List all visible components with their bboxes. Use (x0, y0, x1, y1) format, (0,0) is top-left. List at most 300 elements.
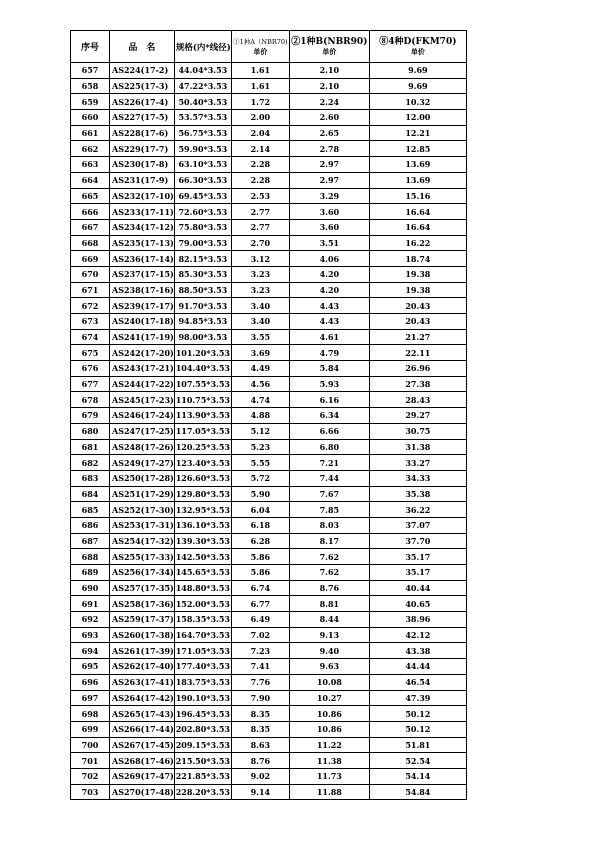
price-nbr70-cell: 8.35 (231, 721, 289, 737)
price-fkm70-cell: 50.12 (369, 706, 466, 722)
price-fkm70-cell: 10.32 (369, 94, 466, 110)
product-name-cell: AS234(17-12) (110, 219, 175, 235)
price-fkm70-cell: 16.22 (369, 235, 466, 251)
price-table (70, 30, 467, 800)
price-nbr70-cell: 2.70 (231, 235, 289, 251)
product-name-cell: AS267(17-45) (110, 737, 175, 753)
table-row (71, 235, 467, 251)
price-nbr90-cell: 11.88 (289, 784, 369, 800)
price-nbr90-cell: 2.10 (289, 78, 369, 94)
price-nbr90-cell: 10.86 (289, 721, 369, 737)
table-row (71, 251, 467, 267)
table-row (71, 392, 467, 408)
price-nbr90-cell: 7.62 (289, 549, 369, 565)
serial-no-cell: 667 (71, 219, 110, 235)
table-row (71, 768, 467, 784)
specification-cell: 107.55*3.53 (174, 376, 231, 392)
price-nbr90-cell: 7.67 (289, 486, 369, 502)
table-row (71, 517, 467, 533)
table-row (71, 784, 467, 800)
table-row (71, 266, 467, 282)
price-fkm70-cell: 44.44 (369, 659, 466, 675)
price-fkm70-cell: 34.33 (369, 470, 466, 486)
serial-no-cell: 697 (71, 690, 110, 706)
price-fkm70-cell: 12.00 (369, 110, 466, 126)
specification-cell: 53.57*3.53 (174, 110, 231, 126)
serial-no-cell: 678 (71, 392, 110, 408)
price-nbr90-cell: 7.85 (289, 502, 369, 518)
table-row (71, 423, 467, 439)
specification-cell: 164.70*3.53 (174, 627, 231, 643)
price-fkm70-cell: 9.69 (369, 78, 466, 94)
specification-cell: 126.60*3.53 (174, 470, 231, 486)
price-fkm70-cell: 37.07 (369, 517, 466, 533)
price-nbr70-cell: 9.02 (231, 768, 289, 784)
price-nbr70-cell: 4.88 (231, 408, 289, 424)
price-fkm70-cell: 42.12 (369, 627, 466, 643)
price-nbr70-cell: 6.04 (231, 502, 289, 518)
price-nbr90-cell: 6.34 (289, 408, 369, 424)
product-name-cell: AS250(17-28) (110, 470, 175, 486)
serial-no-cell: 683 (71, 470, 110, 486)
specification-cell: 88.50*3.53 (174, 282, 231, 298)
price-nbr90-cell: 2.97 (289, 157, 369, 173)
specification-cell: 202.80*3.53 (174, 721, 231, 737)
table-row (71, 580, 467, 596)
table-row (71, 596, 467, 612)
serial-no-cell: 684 (71, 486, 110, 502)
specification-cell: 47.22*3.53 (174, 78, 231, 94)
specification-cell: 94.85*3.53 (174, 314, 231, 330)
table-row (71, 63, 467, 79)
specification-cell: 158.35*3.53 (174, 612, 231, 628)
price-nbr90-cell: 6.16 (289, 392, 369, 408)
product-name-cell: AS228(17-6) (110, 125, 175, 141)
serial-no-cell: 690 (71, 580, 110, 596)
product-name-cell: AS225(17-3) (110, 78, 175, 94)
specification-cell: 98.00*3.53 (174, 329, 231, 345)
table-row (71, 455, 467, 471)
specification-cell: 66.30*3.53 (174, 172, 231, 188)
product-name-cell: AS248(17-26) (110, 439, 175, 455)
price-nbr70-cell: 2.53 (231, 188, 289, 204)
product-name-cell: AS237(17-15) (110, 266, 175, 282)
price-nbr70-cell: 2.77 (231, 219, 289, 235)
specification-cell: 101.20*3.53 (174, 345, 231, 361)
price-fkm70-cell: 51.81 (369, 737, 466, 753)
price-nbr70-cell: 5.86 (231, 565, 289, 581)
serial-no-cell: 669 (71, 251, 110, 267)
product-name-cell: AS264(17-42) (110, 690, 175, 706)
product-name-cell: AS270(17-48) (110, 784, 175, 800)
product-name-cell: AS260(17-38) (110, 627, 175, 643)
specification-cell: 215.50*3.53 (174, 753, 231, 769)
price-fkm70-cell: 28.43 (369, 392, 466, 408)
price-nbr90-cell: 2.10 (289, 63, 369, 79)
serial-no-cell: 664 (71, 172, 110, 188)
price-nbr70-cell: 3.40 (231, 314, 289, 330)
serial-no-cell: 659 (71, 94, 110, 110)
price-nbr90-cell: 7.62 (289, 565, 369, 581)
product-name-cell: AS251(17-29) (110, 486, 175, 502)
table-row (71, 157, 467, 173)
table-row (71, 329, 467, 345)
product-name-cell: AS249(17-27) (110, 455, 175, 471)
specification-cell: 69.45*3.53 (174, 188, 231, 204)
price-fkm70-cell: 47.39 (369, 690, 466, 706)
specification-cell: 72.60*3.53 (174, 204, 231, 220)
product-name-cell: AS259(17-37) (110, 612, 175, 628)
price-nbr90-cell: 10.08 (289, 674, 369, 690)
serial-no-cell: 671 (71, 282, 110, 298)
serial-no-cell: 699 (71, 721, 110, 737)
product-name-cell: AS230(17-8) (110, 157, 175, 173)
serial-no-cell: 663 (71, 157, 110, 173)
price-fkm70-cell: 40.65 (369, 596, 466, 612)
product-name-cell: AS256(17-34) (110, 565, 175, 581)
specification-cell: 113.90*3.53 (174, 408, 231, 424)
price-nbr90-cell: 8.17 (289, 533, 369, 549)
serial-no-cell: 658 (71, 78, 110, 94)
product-name-cell: AS262(17-40) (110, 659, 175, 675)
product-name-cell: AS253(17-31) (110, 517, 175, 533)
price-nbr90-cell: 9.63 (289, 659, 369, 675)
header-product-name: 品 名 (110, 31, 175, 63)
price-nbr90-cell: 4.43 (289, 298, 369, 314)
product-name-cell: AS252(17-30) (110, 502, 175, 518)
price-nbr70-cell: 4.74 (231, 392, 289, 408)
table-row (71, 345, 467, 361)
serial-no-cell: 703 (71, 784, 110, 800)
price-nbr90-cell: 11.73 (289, 768, 369, 784)
price-fkm70-cell: 37.70 (369, 533, 466, 549)
product-name-cell: AS269(17-47) (110, 768, 175, 784)
specification-cell: 136.10*3.53 (174, 517, 231, 533)
price-nbr70-cell: 2.14 (231, 141, 289, 157)
serial-no-cell: 686 (71, 517, 110, 533)
price-nbr90-cell: 9.40 (289, 643, 369, 659)
price-nbr90-cell: 6.80 (289, 439, 369, 455)
product-name-cell: AS236(17-14) (110, 251, 175, 267)
serial-no-cell: 672 (71, 298, 110, 314)
price-nbr90-cell: 10.27 (289, 690, 369, 706)
table-row (71, 439, 467, 455)
price-fkm70-cell: 19.38 (369, 282, 466, 298)
price-fkm70-cell: 35.17 (369, 565, 466, 581)
specification-cell: 129.80*3.53 (174, 486, 231, 502)
price-nbr70-cell: 7.41 (231, 659, 289, 675)
price-fkm70-cell: 26.96 (369, 361, 466, 377)
product-name-cell: AS268(17-46) (110, 753, 175, 769)
price-nbr70-cell: 8.63 (231, 737, 289, 753)
product-name-cell: AS255(17-33) (110, 549, 175, 565)
price-nbr70-cell: 5.90 (231, 486, 289, 502)
specification-cell: 56.75*3.53 (174, 125, 231, 141)
price-nbr70-cell: 2.28 (231, 172, 289, 188)
specification-cell: 44.04*3.53 (174, 63, 231, 79)
price-nbr90-cell: 6.66 (289, 423, 369, 439)
serial-no-cell: 676 (71, 361, 110, 377)
serial-no-cell: 665 (71, 188, 110, 204)
price-nbr90-cell: 7.21 (289, 455, 369, 471)
specification-cell: 190.10*3.53 (174, 690, 231, 706)
specification-cell: 50.40*3.53 (174, 94, 231, 110)
price-nbr70-cell: 2.28 (231, 157, 289, 173)
price-nbr70-cell: 3.23 (231, 266, 289, 282)
price-nbr70-cell: 5.72 (231, 470, 289, 486)
price-fkm70-cell: 36.22 (369, 502, 466, 518)
serial-no-cell: 679 (71, 408, 110, 424)
serial-no-cell: 675 (71, 345, 110, 361)
price-fkm70-cell: 27.38 (369, 376, 466, 392)
product-name-cell: AS244(17-22) (110, 376, 175, 392)
serial-no-cell: 693 (71, 627, 110, 643)
serial-no-cell: 657 (71, 63, 110, 79)
header-price-fkm70 (369, 31, 466, 63)
price-nbr90-cell: 4.06 (289, 251, 369, 267)
product-name-cell: AS242(17-20) (110, 345, 175, 361)
price-fkm70-cell: 33.27 (369, 455, 466, 471)
header-specification: 规格(内*线径) (174, 31, 231, 63)
price-fkm70-cell: 31.38 (369, 439, 466, 455)
specification-cell: 123.40*3.53 (174, 455, 231, 471)
price-nbr70-cell: 5.12 (231, 423, 289, 439)
price-nbr70-cell: 6.49 (231, 612, 289, 628)
price-fkm70-cell: 16.64 (369, 219, 466, 235)
specification-cell: 85.30*3.53 (174, 266, 231, 282)
table-row (71, 627, 467, 643)
table-row (71, 643, 467, 659)
header-price-nbr90-title: ②1种B(NBR90) (291, 36, 368, 47)
table-row (71, 565, 467, 581)
price-nbr90-cell: 8.81 (289, 596, 369, 612)
price-nbr70-cell: 1.72 (231, 94, 289, 110)
price-fkm70-cell: 21.27 (369, 329, 466, 345)
header-serial-no: 序号 (71, 31, 110, 63)
serial-no-cell: 682 (71, 455, 110, 471)
price-fkm70-cell: 22.11 (369, 345, 466, 361)
serial-no-cell: 685 (71, 502, 110, 518)
table-row (71, 470, 467, 486)
table-row (71, 674, 467, 690)
specification-cell: 221.85*3.53 (174, 768, 231, 784)
specification-cell: 183.75*3.53 (174, 674, 231, 690)
price-nbr90-cell: 8.76 (289, 580, 369, 596)
price-fkm70-cell: 20.43 (369, 298, 466, 314)
serial-no-cell: 691 (71, 596, 110, 612)
price-nbr90-cell: 3.51 (289, 235, 369, 251)
price-fkm70-cell: 52.54 (369, 753, 466, 769)
specification-cell: 91.70*3.53 (174, 298, 231, 314)
serial-no-cell: 695 (71, 659, 110, 675)
price-nbr70-cell: 3.40 (231, 298, 289, 314)
serial-no-cell: 694 (71, 643, 110, 659)
table-row (71, 204, 467, 220)
header-price-nbr70-unit: 单价 (253, 46, 268, 56)
specification-cell: 152.00*3.53 (174, 596, 231, 612)
serial-no-cell: 677 (71, 376, 110, 392)
product-name-cell: AS266(17-44) (110, 721, 175, 737)
serial-no-cell: 660 (71, 110, 110, 126)
serial-no-cell: 701 (71, 753, 110, 769)
product-name-cell: AS226(17-4) (110, 94, 175, 110)
table-row (71, 376, 467, 392)
serial-no-cell: 668 (71, 235, 110, 251)
price-nbr70-cell: 6.77 (231, 596, 289, 612)
price-fkm70-cell: 35.38 (369, 486, 466, 502)
specification-cell: 82.15*3.53 (174, 251, 231, 267)
price-fkm70-cell: 38.96 (369, 612, 466, 628)
price-fkm70-cell: 18.74 (369, 251, 466, 267)
product-name-cell: AS231(17-9) (110, 172, 175, 188)
specification-cell: 177.40*3.53 (174, 659, 231, 675)
price-nbr90-cell: 4.20 (289, 282, 369, 298)
price-nbr70-cell: 2.00 (231, 110, 289, 126)
product-name-cell: AS240(17-18) (110, 314, 175, 330)
header-row (71, 31, 467, 63)
price-nbr70-cell: 2.04 (231, 125, 289, 141)
serial-no-cell: 688 (71, 549, 110, 565)
price-nbr70-cell: 8.76 (231, 753, 289, 769)
price-nbr90-cell: 11.22 (289, 737, 369, 753)
price-nbr90-cell: 9.13 (289, 627, 369, 643)
header-price-nbr70-title: ①1种A（NBR70) (233, 37, 288, 46)
price-fkm70-cell: 15.16 (369, 188, 466, 204)
price-nbr70-cell: 7.90 (231, 690, 289, 706)
table-row (71, 78, 467, 94)
price-nbr70-cell: 7.23 (231, 643, 289, 659)
price-nbr90-cell: 4.79 (289, 345, 369, 361)
price-fkm70-cell: 13.69 (369, 172, 466, 188)
product-name-cell: AS246(17-24) (110, 408, 175, 424)
price-fkm70-cell: 13.69 (369, 157, 466, 173)
price-fkm70-cell: 54.84 (369, 784, 466, 800)
specification-cell: 75.80*3.53 (174, 219, 231, 235)
table-row (71, 361, 467, 377)
price-nbr90-cell: 8.44 (289, 612, 369, 628)
header-price-nbr90-unit: 单价 (322, 46, 337, 56)
product-name-cell: AS227(17-5) (110, 110, 175, 126)
price-nbr90-cell: 3.29 (289, 188, 369, 204)
table-row (71, 298, 467, 314)
specification-cell: 148.80*3.53 (174, 580, 231, 596)
price-nbr70-cell: 3.69 (231, 345, 289, 361)
price-nbr90-cell: 5.93 (289, 376, 369, 392)
price-nbr70-cell: 7.76 (231, 674, 289, 690)
price-nbr90-cell: 8.03 (289, 517, 369, 533)
table-row (71, 549, 467, 565)
table-row (71, 690, 467, 706)
price-nbr90-cell: 7.44 (289, 470, 369, 486)
serial-no-cell: 687 (71, 533, 110, 549)
price-fkm70-cell: 43.38 (369, 643, 466, 659)
price-fkm70-cell: 29.27 (369, 408, 466, 424)
serial-no-cell: 698 (71, 706, 110, 722)
table-body (71, 63, 467, 800)
table-row (71, 502, 467, 518)
price-nbr70-cell: 6.18 (231, 517, 289, 533)
table-row (71, 110, 467, 126)
specification-cell: 63.10*3.53 (174, 157, 231, 173)
table-row (71, 141, 467, 157)
product-name-cell: AS233(17-11) (110, 204, 175, 220)
serial-no-cell: 673 (71, 314, 110, 330)
table-row (71, 408, 467, 424)
price-nbr90-cell: 2.78 (289, 141, 369, 157)
price-nbr90-cell: 4.43 (289, 314, 369, 330)
specification-cell: 104.40*3.53 (174, 361, 231, 377)
serial-no-cell: 661 (71, 125, 110, 141)
table-row (71, 188, 467, 204)
serial-no-cell: 702 (71, 768, 110, 784)
price-fkm70-cell: 30.75 (369, 423, 466, 439)
product-name-cell: AS265(17-43) (110, 706, 175, 722)
price-fkm70-cell: 12.21 (369, 125, 466, 141)
price-nbr70-cell: 7.02 (231, 627, 289, 643)
table-row (71, 612, 467, 628)
table-row (71, 659, 467, 675)
price-fkm70-cell: 50.12 (369, 721, 466, 737)
table-row (71, 94, 467, 110)
product-name-cell: AS263(17-41) (110, 674, 175, 690)
price-nbr90-cell: 10.86 (289, 706, 369, 722)
table-row (71, 172, 467, 188)
serial-no-cell: 689 (71, 565, 110, 581)
product-name-cell: AS238(17-16) (110, 282, 175, 298)
product-name-cell: AS229(17-7) (110, 141, 175, 157)
specification-cell: 196.45*3.53 (174, 706, 231, 722)
price-fkm70-cell: 35.17 (369, 549, 466, 565)
product-name-cell: AS239(17-17) (110, 298, 175, 314)
price-nbr90-cell: 2.24 (289, 94, 369, 110)
product-name-cell: AS254(17-32) (110, 533, 175, 549)
table-row (71, 753, 467, 769)
product-name-cell: AS224(17-2) (110, 63, 175, 79)
serial-no-cell: 692 (71, 612, 110, 628)
table-row (71, 125, 467, 141)
specification-cell: 228.20*3.53 (174, 784, 231, 800)
table-row (71, 282, 467, 298)
table-row (71, 314, 467, 330)
specification-cell: 132.95*3.53 (174, 502, 231, 518)
specification-cell: 145.65*3.53 (174, 565, 231, 581)
header-price-nbr70 (231, 31, 289, 63)
price-nbr70-cell: 5.86 (231, 549, 289, 565)
specification-cell: 139.30*3.53 (174, 533, 231, 549)
serial-no-cell: 666 (71, 204, 110, 220)
price-fkm70-cell: 16.64 (369, 204, 466, 220)
price-nbr90-cell: 2.65 (289, 125, 369, 141)
price-nbr70-cell: 3.23 (231, 282, 289, 298)
specification-cell: 59.90*3.53 (174, 141, 231, 157)
serial-no-cell: 674 (71, 329, 110, 345)
price-fkm70-cell: 9.69 (369, 63, 466, 79)
product-name-cell: AS235(17-13) (110, 235, 175, 251)
price-nbr70-cell: 5.23 (231, 439, 289, 455)
table-row (71, 486, 467, 502)
specification-cell: 209.15*3.53 (174, 737, 231, 753)
specification-cell: 79.00*3.53 (174, 235, 231, 251)
specification-cell: 142.50*3.53 (174, 549, 231, 565)
price-nbr70-cell: 2.77 (231, 204, 289, 220)
price-fkm70-cell: 19.38 (369, 266, 466, 282)
price-nbr70-cell: 3.12 (231, 251, 289, 267)
price-nbr70-cell: 3.55 (231, 329, 289, 345)
specification-cell: 171.05*3.53 (174, 643, 231, 659)
serial-no-cell: 700 (71, 737, 110, 753)
price-nbr90-cell: 2.60 (289, 110, 369, 126)
price-nbr70-cell: 5.55 (231, 455, 289, 471)
